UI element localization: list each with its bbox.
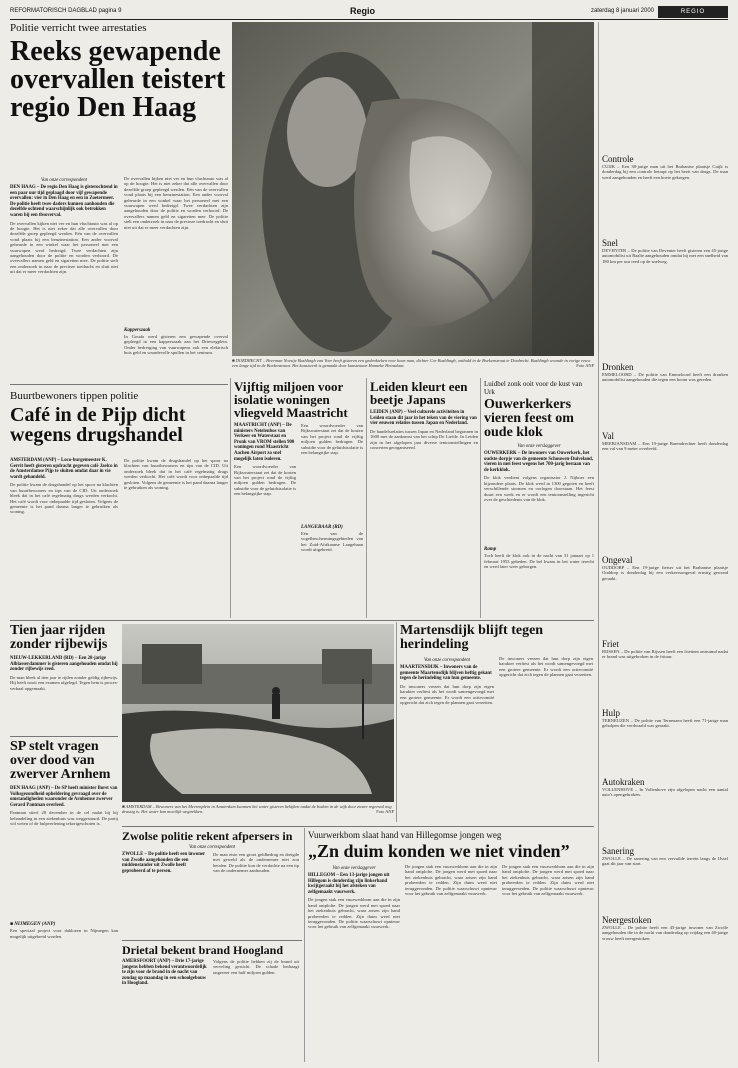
story-headline: Zwolse politie rekent afpersers in [122, 830, 293, 843]
caption-text: ■ DORDRECHT – Heerman Noestje Bushlingh van Voer heeft gisteren een gedenkteken voor haar man, dichter Cor Bushlingh, onthuld in de Boekenstraat te Dordrecht. Bushlingh woonde in vorige eeuw een lange tijd in de Boekenstraat. Het kunstwerk is gemaakt door kunstenaar Hanneke Heinsdaar. [232, 358, 591, 369]
story-byline: Van onze correspondent [424, 658, 470, 663]
story-headline: „Zn duim konden we niet vinden” [308, 841, 570, 861]
story-headline: Reeks gewapende overvallen teistert regio Den Haag [10, 36, 226, 123]
story-body: De jongen stak een vuurwerkbom aan die in zijn hand ontplofte. De jongen werd met spoed naar het ziekenhuis gebracht, waar artsen zijn hand probeerden te redden. Zijn duim werd niet teruggevonden. De politie waarschuwt opnieuw voor het gebruik van zelfgemaakt vuurwerk. [308, 897, 400, 930]
story-kicker: Buurtbewoners tippen politie [10, 390, 139, 402]
story-byline: Van onze verslaggever [332, 866, 376, 871]
sidebar-item [602, 846, 728, 911]
story-body: Volgens de politie hebben zij de brand uit verveling gesticht. De schade bedraagt ongeveer een half miljoen gulden. [213, 959, 299, 975]
story-body-c: De jongen stak een vuurwerkbom aan die in zijn hand ontplofte. De jongen werd met spoed naar het ziekenhuis gebracht, waar artsen zijn hand probeerden te redden. Zijn duim werd niet teruggevonden. De politie waarschuwt opnieuw voor het gebruik van zelfgemaakt vuurwerk. [502, 864, 594, 897]
story-headline: Leiden kleurt een beetje Japans [370, 380, 468, 407]
story-lede: AMERSFOORT (ANP) – Drie 17-jarige jongens hebben bekend verantwoordelijk te zijn voor de brand in de nacht van zondag op maandag in een schoolgebouw in Hoogland. [122, 959, 207, 987]
sidebar-item-text: RIJSSEN – De politie van Rijssen heeft een friettent ontruimd nadat er brand was uitgebroken in de frituur. [602, 649, 728, 660]
sidebar-item [602, 639, 728, 704]
section-rule [10, 620, 594, 621]
story-zwerver [10, 740, 118, 1060]
story-col-b [213, 959, 299, 1049]
story-byline: Van onze verslaggever [517, 444, 561, 449]
story-headline: Café in de Pijp dicht wegens drugshandel [10, 404, 186, 446]
sidebar-item-text: CUIJK – Een 38-jarige man uit het Brabantse plaatsje Cuijk is donderdag bij een controle betrapt op het bezit van drugs. De man werd aangehouden en heeft een boete gekregen. [602, 164, 728, 180]
header-rule [10, 19, 728, 20]
story-lede: MAASTRICHT (ANP) – De ministers Netelenbos van Verkeer en Waterstaat en Pronk van VROM stellen 900 woningen rond Maastricht Aachen Airport zo snel mogelijk laten isoleren. [234, 423, 295, 462]
sidebar [602, 150, 728, 1065]
story-col-b [499, 656, 593, 816]
story-body-2: In Gouda werd gisteren een gewapende overval gepleegd in een kapperszaak aan het Driewegplein. Onder bedreiging van vuurwapens ook een elektrisch huis geld en waardevolle spullen in het centrum. [124, 334, 228, 356]
story-col-b [213, 852, 299, 927]
story-body-b: Een woordvoerder van Rijkswaterstaat zei dat de kosten van het project rond de vijftig miljoen gulden bedragen. De subsidie voor de geluidsisolatie is een belangrijke stap. [301, 423, 363, 456]
story-body-b: De inwoners vrezen dat hun dorp zijn eigen karakter verliest als het wordt samengevoegd met een grotere gemeente. Er wordt een actiecomité opgericht dat zich tegen de plannen gaat verzetten. [499, 656, 593, 678]
story-body-b: De jongen stak een vuurwerkbom aan die in zijn hand ontplofte. De jongen werd met spoed naar het ziekenhuis gebracht, waar artsen zijn hand probeerden te redden. Zijn duim werd niet teruggevonden. De politie waarschuwt opnieuw voor het gebruik van zelfgemaakt vuurwerk. [405, 864, 497, 897]
sidebar-item-text: ZWOLLE – De politie heeft een 45-jarige inwoner van Zwolle aangehouden die in de nacht van donderdag op vrijdag een 40-jarige vrouw heeft neergestoken. [602, 925, 728, 941]
story-body-b: De politie kwam de drugshandel op het spoor na klachten van buurtbewoners en tips van de CID. Uit onderzoek bleek dat in het café regelmatig drugs werden verkocht. Het café wordt voor onbepaalde tijd gesloten. Volgens de gemeente is het pand daarna langer te gebruiken als woning. [124, 458, 228, 491]
story-headline: Vijftig miljoen voor isolatie woningen vliegveld Maastricht [234, 380, 348, 420]
column-divider [304, 828, 305, 1062]
column-divider [366, 378, 367, 618]
sidebar-item [602, 154, 728, 234]
sidebar-item [602, 362, 728, 427]
story-col-a [400, 656, 494, 816]
story-kicker: Vuurwerkbom slaat hand van Hillegomse jongen weg [308, 830, 502, 840]
story-lede: MAARTENSDIJK – Inwoners van de gemeente Maartensdijk blijven heftig gekant tegen de herindeling van hun gemeente. [400, 665, 492, 682]
story-body: De man eiste een groot geldbedrag en dreigde met geweld als de ondernemer niet zou betalen. De politie kon de verdachte na een tip van de ondernemer aanhouden. [213, 852, 299, 874]
story-col-a [234, 423, 296, 591]
sidebar-item-text: ZWOLLE – De sanering van een vervuilde terrein langs de IJssel gaat dit jaar van start. [602, 856, 728, 867]
sidebar-item-text: VOLLENHOVE – In Vollenhove zijn afgelopen nacht een aantal auto's opengebroken. [602, 787, 728, 798]
story-lede: LEIDEN (ANP) – Veel culturele activiteiten in Leiden staan dit jaar in het teken van de viering van vier eeuwen relaties tussen Japan en Nederland. [370, 410, 477, 427]
story-kicker: Luidbel zonk ooit voor de kust van Urk [484, 380, 582, 396]
story-body: De inwoners vrezen dat hun dorp zijn eigen karakter verliest als het wordt samengevoegd met een grotere gemeente. Er wordt een actiecomité opgericht dat zich tegen de plannen gaat verzetten. [400, 683, 494, 705]
story-col-b [405, 864, 497, 1044]
story-headline: Ouwerkerkers vieren feest om oude klok [484, 397, 574, 440]
sidebar-item-text: MEERJANSDAM – Een 19-jarige Barendrechter heeft donderdag een val van 9 meter overleefd. [602, 441, 728, 452]
story-zwolle [122, 830, 302, 940]
story-col-c [502, 864, 594, 1044]
story-subhead: Kapperszaak [124, 328, 151, 333]
story-body: De handelsrelaties tussen Japan en Nederland begonnen in 1600 met de aankomst van het schip De Liefde. In Leiden zijn in het afgelopen jaar diverse tentoonstellingen en concerten georganiseerd. [370, 428, 478, 450]
sidebar-item-text: OUDDORP – Een 19-jarige fietser uit het Brabantse plaatsje Ouddorp is donderdag bij een verkeersongeval ernstig gewond geraakt. [602, 565, 728, 581]
sidebar-item-title: Controle [602, 154, 634, 164]
sidebar-item-title: Hulp [602, 708, 620, 718]
photo-credit: Foto ANP [376, 809, 394, 815]
story-lede: HILLEGOM – Een 13-jarige jongen uit Hillegom is donderdag zijn linkerhand kwijtgeraakt bij het afsteken van zelfgemaakt vuurwerk. [308, 873, 390, 895]
story-body-b: De overvallen kijken niet ver en hun vluchtauto was al op de hoogte. Het is niet zeker dat alle overvallen door dezelfde groep gepleegd werden. Eén van de overvallen vond plaats bij een benzinestation. Een ander voorval gebeurde in een winkel waar het personeel met een vuurwapen werd bedreigd. Twee verdachten zijn aangehouden door de politie en worden verhoord. De overvallers namen geld en sigaretten mee. De politie stelt een onderzoek in naar de precieze toedracht en sluit niet uit dat er meer verdachten zijn. [124, 176, 228, 230]
story-col-b [124, 458, 228, 608]
water-photo-image [122, 624, 394, 802]
story-col-a [10, 176, 118, 361]
sidebar-item-title: Dronken [602, 362, 634, 372]
sidebar-item-text: DEVENTER – De politie van Deventer heeft gisteren een 45-jarige automobilist uit Raalte aangehouden omdat hij met een snelheid van 180 km per uur reed op de snelweg. [602, 248, 728, 264]
story-lede: DEN HAAG (ANP) – De SP heeft minister Borst van Volksgezondheid opheldering gevraagd over de omstandigheden waaronder de Arnhemse zwerver Gerard Pantman overleed. [10, 786, 118, 808]
story-headline: Drietal bekent brand Hoogland [122, 944, 284, 957]
sidebar-item-title: Autokraken [602, 777, 645, 787]
story-body: Pantman stierf 28 december in de cel nadat hij bij behandeling in een ziekenhuis was weggestuurd. De partij wil weten of de hulpverlening tekortgeschoten is. [10, 810, 118, 827]
story-body-2: Eén van de vogelbeschermingsgebieden van het Zuid-Afrikaanse Langebaan wordt uitgebreid. [301, 531, 363, 553]
sidebar-item-text: EMMELOORD – De politie van Emmeloord heeft een dronken automobilist aangehouden die tegen een boom was gereden. [602, 372, 728, 383]
story-body-2: Een speciaal project voor daklozen in Nijmegen kan mogelijk uitgebreid worden. [10, 928, 118, 939]
story-lede: ZWOLLE – De politie heeft een inwoner van Zwolle aangehouden die een middenstander uit Zwolle heeft geprobeerd af te persen. [122, 852, 206, 874]
statue-photo-image [232, 22, 594, 356]
story-headline: Tien jaar rijden zonder rijbewijs [10, 624, 108, 652]
story-body: De klok verdient volgens organisator J. Nijboer een bijzondere plaats. De klok werd in 1300 gegoten en heeft verschillende stormen en oorlogen doorstaan. Het feest duurt een week en er wordt een tentoonstelling ingericht over de geschiedenis van de klok. [484, 475, 594, 502]
story-cafe [10, 390, 228, 615]
section-badge: REGIO [658, 6, 728, 18]
story-body-2: Toch heeft de klok ook in de nacht van 31 januari op 1 februari 1953 gebeden. De bel kwam in het water terecht en werd later weer geborgen. [484, 553, 594, 570]
story-leiden [370, 380, 478, 618]
story-subhead: Ramp [484, 547, 497, 553]
photo-amsterdam [122, 624, 394, 802]
story-body: De overvallen kijken niet ver en hun vluchtauto was al op de hoogte. Het is niet zeker dat alle overvallen door dezelfde groep gepleegd werden. Eén van de overvallen vond plaats bij een benzinestation. Een ander voorval gebeurde in een winkel waar het personeel met een vuurwapen werd bedreigd. Twee verdachten zijn aangehouden door de politie en worden verhoord. De overvallers namen geld en sigaretten mee. De politie stelt een onderzoek in naar de precieze toedracht en sluit niet uit dat er meer verdachten zijn. [10, 220, 118, 275]
story-body: De man bleek al tien jaar te rijden zonder geldig rijbewijs. Hij heeft nooit een examen afgelegd. Tegen hem is proces-verbaal opgemaakt. [10, 674, 118, 691]
section-rule [10, 736, 118, 737]
story-ouwerkerk [484, 380, 594, 618]
column-divider [480, 378, 481, 618]
sidebar-item-title: Neergestoken [602, 915, 652, 925]
paper-name: REFORMATORISCH DAGBLAD pagina 9 [10, 8, 122, 14]
section-rule [10, 384, 228, 385]
story-hillegom [308, 830, 594, 1062]
section-rule [122, 826, 594, 827]
column-divider [230, 378, 231, 618]
story-subhead: ■ NIJMEGEN (ANP) [10, 922, 56, 928]
story-lede: OUWERKERK – De inwoners van Ouwerkerk, het oudste dorpje van de gemeente Schouwen-Duiveland, vieren in mei feest wegens het 700-jarig bestaan van de kerkklok. [484, 451, 593, 473]
sidebar-item [602, 777, 728, 842]
story-maastricht [234, 380, 364, 618]
sidebar-item-title: Friet [602, 639, 619, 649]
story-lede: NIEUW-LEKKERLAND (RD) – Een 28-jarige Alblasserdammer is gisteren aangehouden omdat hij zonder rijbewijs reed. [10, 656, 118, 673]
story-kicker: Politie verricht twee arrestaties [10, 22, 147, 34]
story-subhead: LANGEBAAR (RD) [301, 525, 343, 530]
section-title: Regio [350, 6, 376, 16]
photo-caption [122, 804, 394, 822]
sidebar-item-title: Snel [602, 238, 619, 248]
story-lede: AMSTERDAM (ANP) – Loco-burgemeester K. Gerrit heeft gisteren opdracht gegeven café Jaelco in de Amsterdamse Pijp te sluiten omdat daar in vie wordt gehandeld. [10, 458, 118, 480]
sidebar-item [602, 915, 728, 1015]
column-divider [396, 622, 397, 822]
story-hoogland [122, 944, 302, 1062]
photo-caption [232, 358, 594, 374]
story-col-b [301, 423, 363, 591]
story-byline: Van onze correspondent [41, 178, 87, 183]
photo-dordrecht [232, 22, 594, 356]
sidebar-item-title: Sanering [602, 846, 634, 856]
story-headline: Martensdijk blijft tegen herindeling [400, 624, 544, 652]
section-rule [122, 940, 302, 941]
sidebar-item-text: TERNEUZEN – De politie van Terneuzen heeft een 71-jarige man geholpen die verdwaald was geraakt. [602, 718, 728, 729]
story-rijbewijs [10, 624, 118, 734]
story-col-a [308, 864, 400, 1044]
story-col-a [10, 458, 118, 582]
page-date: zaterdag 8 januari 2000 [590, 8, 654, 14]
story-byline: Van onze correspondent [189, 845, 235, 850]
story-martensdijk [400, 624, 594, 820]
sidebar-item [602, 555, 728, 635]
story-headline: SP stelt vragen over dood van zwerver Arnhem [10, 740, 111, 782]
page-header [10, 6, 728, 18]
story-body: Een woordvoerder van Rijkswaterstaat zei dat de kosten van het project rond de vijftig miljoen gulden bedragen. De subsidie voor de geluidsisolatie is een belangrijke stap. [234, 464, 296, 497]
story-overvallen [10, 22, 228, 382]
story-col-a [122, 959, 208, 1049]
sidebar-item [602, 238, 728, 358]
story-col-b [124, 176, 228, 374]
story-lede: DEN HAAG – De regio Den Haag is gisterochtend in een paar uur tijd geplaagd door vijf gewapende overvallen: vier in Den Haag en een in Zoetermeer. De politie heeft twee daders kunnen aanhouden die dezelfde ochtend waarschijnlijk ook betrokken waren bij een tbsoverval. [10, 185, 118, 218]
sidebar-item-title: Ongeval [602, 555, 633, 565]
sidebar-item-title: Val [602, 431, 614, 441]
caption-text: ■ AMSTERDAM – Bewoners van het Meerenplein in Amsterdam kwamen het water gisteren bekijken nadat de bodem in de wijk door zware regenval nog drassig is. Het water kan moeilijk wegtrekken. [122, 804, 392, 815]
story-col-a [122, 852, 208, 927]
photo-credit: Foto ANP [576, 363, 594, 369]
sidebar-item [602, 431, 728, 551]
sidebar-divider [598, 22, 599, 1062]
story-body: De politie kwam de drugshandel op het spoor na klachten van buurtbewoners en tips van de CID. Uit onderzoek bleek dat in het café regelmatig drugs werden verkocht. Het café wordt voor onbepaalde tijd gesloten. Volgens de gemeente is het pand daarna langer te gebruiken als woning. [10, 482, 118, 515]
sidebar-item [602, 708, 728, 773]
